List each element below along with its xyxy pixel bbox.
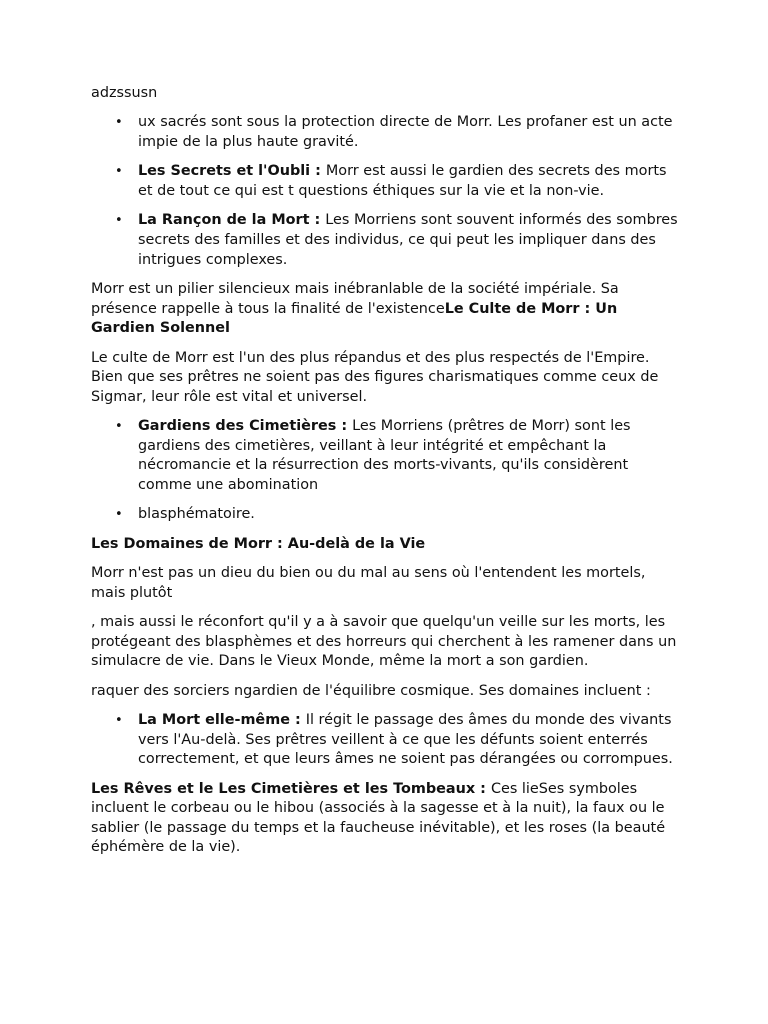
bullet-list-3 bbox=[91, 711, 681, 770]
paragraph-text: Morr est un pilier silencieux mais inébranlable de la société impériale. Sa présence rappelle à tous la finalité de l'existence bbox=[91, 280, 619, 317]
item-text: ux sacrés sont sous la protection directe de Morr. Les profaner est un acte impie de la plus haute gravité. bbox=[138, 114, 673, 150]
paragraph: Le culte de Morr est l'un des plus répandus et des plus respectés de l'Empire. Bien que ses prêtres ne soient pas des figures charismatiques comme ceux de Sigmar, leur rôle est vital et universel. bbox=[91, 349, 659, 405]
paragraph-text: Ces lieSes symboles incluent le corbeau ou le hibou (associés à la sagesse et à la nuit), la faux ou le sablier (le passage du temps et la faucheuse inévitable), et les roses (la beauté éphémère de la vie). bbox=[91, 780, 666, 856]
item-title: Les Secrets et l'Oubli : bbox=[138, 163, 326, 180]
item-title: La Mort elle-même : bbox=[138, 712, 306, 728]
list-item bbox=[138, 711, 681, 770]
bullet-list-2 bbox=[91, 417, 681, 525]
paragraph-title: Les Rêves et le Les Cimetières et les Tombeaux : bbox=[91, 780, 491, 797]
paragraph: Morr n'est pas un dieu du bien ou du mal au sens où l'entendent les mortels, mais plutôt bbox=[91, 565, 646, 601]
item-text: Morr est aussi le gardien des secrets des morts et de tout ce qui est t questions éthiques sur la vie et la non-vie. bbox=[138, 163, 667, 199]
list-item bbox=[138, 113, 681, 152]
document-page bbox=[91, 84, 681, 868]
item-title: La Rançon de la Mort : bbox=[138, 212, 326, 229]
paragraph: raquer des sorciers ngardien de l'équilibre cosmique. Ses domaines incluent : bbox=[91, 682, 651, 699]
section-heading bbox=[91, 535, 681, 555]
list-item bbox=[138, 505, 681, 525]
bullet-list-1 bbox=[91, 113, 681, 270]
paragraph bbox=[91, 780, 681, 858]
list-item bbox=[138, 162, 681, 201]
item-text: Les Morriens (prêtres de Morr) sont les gardiens des cimetières, veillant à leur intégrité et empêchant la nécromancie et la résurrection des morts-vivants, qu'ils considèrent comme une abomination bbox=[138, 418, 631, 493]
intro-line: adzssusn bbox=[91, 85, 158, 101]
list-item bbox=[138, 417, 681, 495]
paragraph: , mais aussi le réconfort qu'il y a à savoir que quelqu'un veille sur les morts, les protégeant des blasphèmes et des horreurs qui cherchent à les ramener dans un simulacre de vie. Dans le Vieux Monde, même la mort a son gardien. bbox=[91, 614, 677, 670]
section-heading-inline: Le Culte de Morr : Un Gardien Solennel bbox=[91, 300, 618, 337]
item-text: Il régit le passage des âmes du monde des vivants vers l'Au-delà. Ses prêtres veillent à ce que les défunts soient enterrés correctement, et que leurs âmes ne soient pas dérangées ou corrompues. bbox=[138, 712, 673, 768]
item-text: blasphématoire. bbox=[138, 506, 255, 523]
list-item bbox=[138, 211, 681, 270]
section-heading-text: Les Domaines de Morr : Au-delà de la Vie bbox=[91, 535, 426, 552]
item-title: Gardiens des Cimetières : bbox=[138, 418, 353, 435]
item-text: Les Morriens sont souvent informés des sombres secrets des familles et des individus, ce qui peut les impliquer dans des intrigues complexes. bbox=[138, 212, 678, 268]
paragraph bbox=[91, 280, 681, 339]
